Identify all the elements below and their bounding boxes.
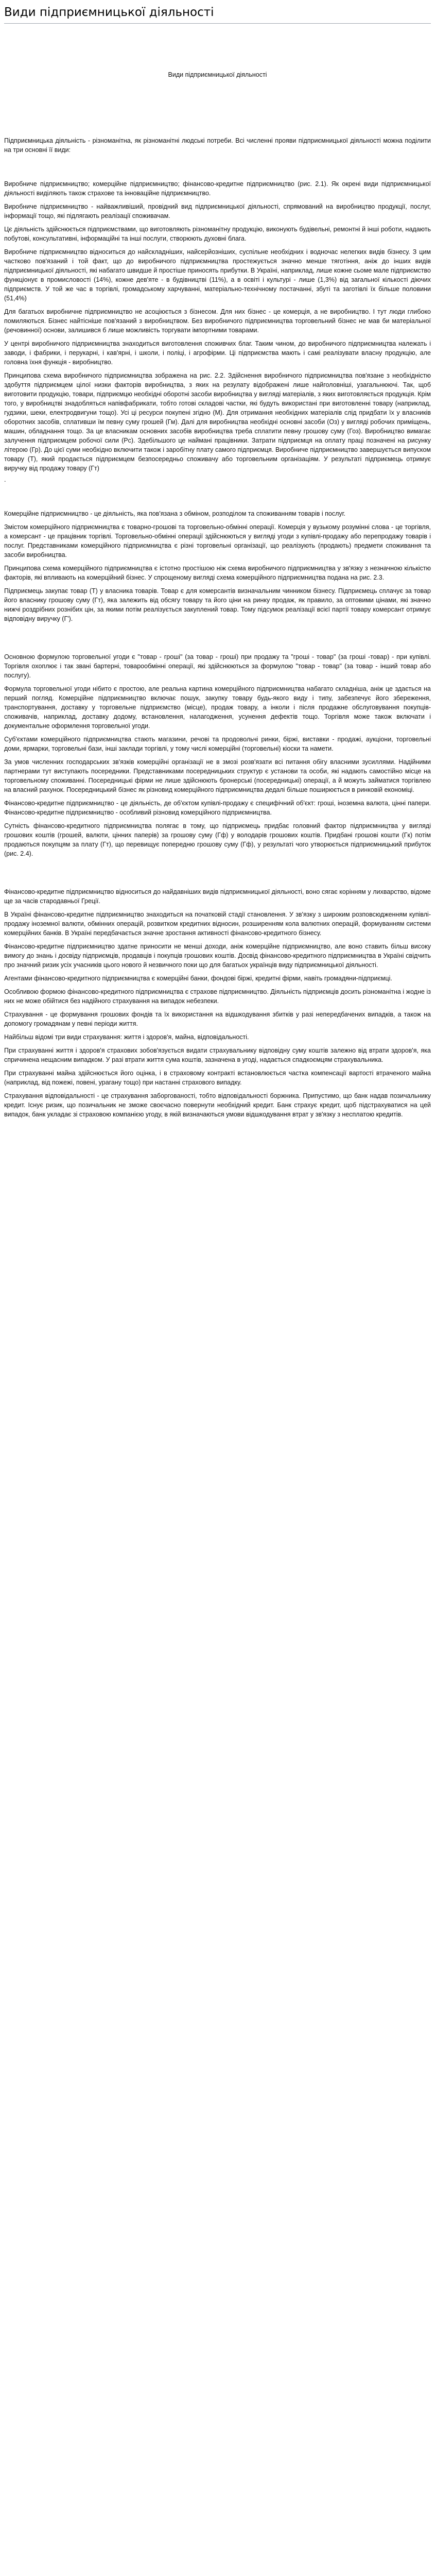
paragraph: При страхуванні життя і здоров'я страхових зобов'язується видати страхувальнику відповідну суму коштів залежно від втрати здоров'я, яка спричинена нещасним випадком. У разі втрати життя сума коштів, зазначена в угоді, надається спадкоємцям страхувальника. <box>4 1047 431 1064</box>
paragraph: Для багатьох виробничне підприємництво не асоціюється з бізнесом. Для них бізнес - це комерція, а не виробництво. І тут люди глибоко помиляються. Бізнес найтісніше пов'язаний з виробництвом. Без виробничого підприємництва торговельний бізнес не мав би матеріальної (речовинної) основи, залишився б лише можливість торгувати імпортними товарами. <box>4 308 431 334</box>
paragraph: При страхуванні майна здійснюється його оцінка, і в страховому контракті встановлюється частка компенсації вартості втраченого майна (наприклад, від пожежі, повені, урагану тощо) при настанні страхового випадку. <box>4 1070 431 1087</box>
paragraph: Підприємець закупає товар (Т) у власника товарів. Товар є для комерсантів визначальним чинником бізнесу. Підприємець сплачує за товар його власнику грошову суму (Гт), яка залежить від обсягу товару та його ціни на ринку продаж, як правило, за оптовими цінами, які значно нижчі роздрібних рознібих цін, за якими потім реалізується закуплений товар. Тому підсумок реалізації всієї партії товару комерсант отримує відповідну виручку (Г'). <box>4 587 431 623</box>
paragraph: Страхування - це формування грошових фондів та їх використання на відшкодування збитків у разі непередбачених випадків, а також на допомогу громадянам у певні періоди життя. <box>4 1011 431 1028</box>
paragraph: Підприємницька діяльність - різноманітна, як різноманітні людські потреби. Всі численні прояви підприємницької діяльності можна поділити на три основні її види: <box>4 137 431 154</box>
separator-dot: . <box>4 476 6 484</box>
paragraph: Основною формулою торговельної угоди є "товар - гроші" (за товар - гроші) при продажу та "гроші - товар" (за гроші -товар) - при купівлі. Торгівля охоплює і так звані бартерні, товарообмінні операції, які здійснюються за формулою "товар - товар" (за товар - інший товар або послугу). <box>4 653 431 680</box>
paragraph: Сутність фінансово-кредитного підприємництва полягає в тому, що підприємець придбає головний фактор підприємництва у вигляді грошових коштів (грошей, валюти, цінних паперів) за грошову суму (Гф) у володарів грошових коштів. Придбані грошові кошти (Гк) потім продаються покупцям за плату (Гт), що перевищує попередню грошову суму (Гф), у результаті чого утворюється підприємницький прибуток (рис. 2.4). <box>4 822 431 858</box>
paragraph: Принципова схема виробничого підприємництва зображена на рис. 2.2. Здійснення виробничого підприємництва пов'язане з необхідністю здобуття підприємцем цілої низки факторів виробництва, з яких на резулату відображені лише найголовніші, узагальнюючі. Так, щоб виготовити продукцію, товари, підприємцю необхідні оборотні засоби виробництва у вигляді матеріалів, з яких виготовляється продукція. Крім того, у виробництві знадобляться напівфабрикати, тобто готові складові частки, які будуть використані при виготовленні товару (наприклад, гудзики, шеки, електродвигуни тощо). Усі ці ресурси покупені згідно (М). Для отримання необхідних матеріалів слід придбати їх у власників оборотних засобів, сплативши їм певну суму грошей (Гм). Далі для виробництва необхідні основні засоби (Оз) у вигляді робочих приміщень, машин, обладнання тощо. За це власникам основних засобів виробництва треба сплатити певну грошову суму (Гоз). Виробництво вимагає залучення підприємцем робочої сили (Рс). Здебільшого це наймані працівники. Затрати підприємця на оплату праці позначені на рисунку літерою (Гр). До цієї суми необхідно включити також і заробітну плату самого підприємця. Виробниче підприємництво завершується випуском товару (Т), який продається підприємцем безпосередньо споживачу або торговельним організаціям. У результаті підприємець отримує виручку від продажу товару (Гт) <box>4 372 431 472</box>
article <box>0 0 436 1119</box>
page-title: Види підприємницької діяльності <box>4 4 431 24</box>
paragraph: Змістом комерційного підприємництва є товарно-грошові та торговельно-обмінні операції. Комерція у вузькому розумінні слова - це торгівля, а комерсант - це працівник торгівлі. Торговельно-обмінні операції здійснюються у вигляді угоди з купівлі-продажу або перепродажу товарів і послуг. Представниками комерційного підприємництва є різні торговельні організації, що реалізують (продають) предмети споживання та засоби виробництва. <box>4 523 431 559</box>
paragraph: Особливою формою фінансово-кредитного підприємництва є страхове підприємництво. Діяльність підприємців досить різноманітна і жодне із них не може обійтися без надійного страхування на випадок небезпеки. <box>4 988 431 1005</box>
paragraph: Суб'єктами комерційного підприємництва стають магазини, речові та продовольчі ринки, біржі, виставки - продажі, аукціони, торговельні доми, ярмарки, торговельні бази, інші заклади торгівлі, у тому числі комерційні (торговельні) кіоски та намети. <box>4 736 431 753</box>
paragraph: Виробниче підприємництво - найважливіший, провідний вид підприємницької діяльності, спрямований на виробництво продукції, послуг, інформації тощо, які підлягають реалізації споживачам. <box>4 203 431 220</box>
paragraph: Фінансово-кредитне підприємництво відноситься до найдавніших видів підприємницької діяльності, воно сягає корінням у лихварство, відоме ще за часів стародавньої Греції. <box>4 888 431 905</box>
paragraph: Виробниче підприємництво; комерційне підприємництво; фінансово-кредитне підприємництво (рис. 2.1). Як окрені види підприємницької діяльності виділяють також страхове та інноваційне підприємництво. <box>4 180 431 197</box>
paragraph: Виробниче підприємництво відноситься до найскладніших, найсерйозніших, суспільне необхідних і водночас нелегких видів бізнесу. З цим частково пов'язаний і той факт, що до виробничого підприємництва простежується значно менше тяготіння, аніж до інших видів підприємницької діяльності, які набагато швидше й простіше приносять прибутки. В Україні, наприклад, лише кожне сьоме мале підприємство функціонує в промисловості (14%), кожне дев'яте - в будівництві (11%), а в освіті і культурі - лише (1,3%) від загальної кількості діючих підприємств. У той же час в торгівлі, громадському харчуванні, матеріально-технічному постачанні, збуті та заготівлі їх більше половини (51,4%) <box>4 248 431 302</box>
paragraph: Комерційне підприємництво - це діяльність, яка пов'язана з обміном, розподілом та споживанням товарів і послуг. <box>4 510 346 518</box>
paragraph: Фінансово-кредитне підприємництво - це діяльність, де об'єктом купівлі-продажу є специфічний об'єкт: гроші, іноземна валюта, цінні папери. Фінансово-кредитне підприємництво - особливий різновид комерційного підприємництва. <box>4 800 431 817</box>
paragraph: Цє діяльність здійснюється підприємствами, що виготовляють різноманітну продукцію, виконують будівельні, ремонтні й інші роботи, надають побутові, консультативні, інформаційні та інші послуги, створюють духовні блага. <box>4 226 431 243</box>
paragraph: Формула торговельної угоди нібито є простою, але реальна картина комерційного підприємництва набагато складніша, аніж це здається на перший погляд. Комерційне підприємництво включає пошук, закупку товару будь-якого виду і типу, забезпечує його збереження, транспортування, доставку у торговельне підприємство (місце), продаж товару, а інколи і після продажне обслуговування покупців-споживачів, наприклад, доставку додому, встановлення, налагодження, усунення дефектів тощо. Торгівля може також включати і документальне оформлення торговельної угоди. <box>4 685 431 730</box>
paragraph: Найбільш відомі три види страхування: життя і здоров'я, майна, відповідальності. <box>4 1033 249 1041</box>
figure-caption: Види підприємницької діяльності <box>168 71 267 79</box>
paragraph: Принципова схема комерційного підприємництва є істотно простішою ніж схема виробничого підприємництва у зв'язку з незначною кількістю факторів, які впливають на комерційний бізнес. У спрощеному вигляді схема комерційного підприємництва подана на рис. 2.3. <box>4 565 431 582</box>
paragraph: Страхування відповідальності - це страхування заборгованості, тобто відповідальності боржника. Припустимо, що банк надав позичальнику кредит. Існує ризик, що позичальник не зможе своєчасно повернути необхідний кредит. Банк страхує кредит, щоб підстрахуватися на цей випадок, банк укладає зі страховою компанією угоду, в якій визначаються умови відшкодування втрат у зв'язку з несплатою кредитів. <box>4 1092 431 1118</box>
paragraph: Агентами фінансово-кредитного підприємництва є комерційні банки, фондові біржі, кредитні фірми, навіть громадяни-підприємці. <box>4 975 392 982</box>
paragraph: В Україні фінансово-кредитне підприємництво знаходиться на початковій стадії становлення. У зв'язку з широким розповсюдженням купівлі-продажу іноземної валюти, обмінних операцій, розвитком кредитних відносин, розширенням кола валютних операцій, формуванням системи комерційних банків. В Україні передбачається значне зростання активності фінансово-кредитного бізнесу. <box>4 911 431 937</box>
paragraph: За умов численних господарських зв'язків комерційні організації не в змозі розв'язати всі питання обігу власними зусиллями. Надійними партнерами тут виступають посередники. Представниками посередницьких структур є установи та особи, які надають самостійно місце на торговельному споживанні. Посередницькі фірми не лише здійснюють бронерські (посередницькі) операції, а й можуть займатися торгівлею на власний рахунок. Посередницький бізнес як різновид комерційного підприємництва дедалі більше поширюється в ринковій економіці. <box>4 758 431 794</box>
paragraph: У центрі виробничого підприємництва знаходиться виготовлення споживчих благ. Таким чином, до виробничого підприємництва належать і заводи, і фабрики, і перукарні, і кав'ярні, і школи, і поліці, і агрофірми. Ці підприємства мають і самі реалізувати власну продукцію, але головна їхня функція - виробництво. <box>4 340 431 366</box>
paragraph: Фінансово-кредитне підприємництво здатне приносити не менші доходи, аніж комерційне підприємництво, але воно ставить більш високу вимогу до знань і досвіду підприємців, продавців і покупців грошових коштів. Досвід фінансово-кредитного підприємництва в Україні свідчить про значний ризик усіх учасників цього нового й незвичного поки що для багатьох українців виду підприємницької діяльності. <box>4 943 431 969</box>
